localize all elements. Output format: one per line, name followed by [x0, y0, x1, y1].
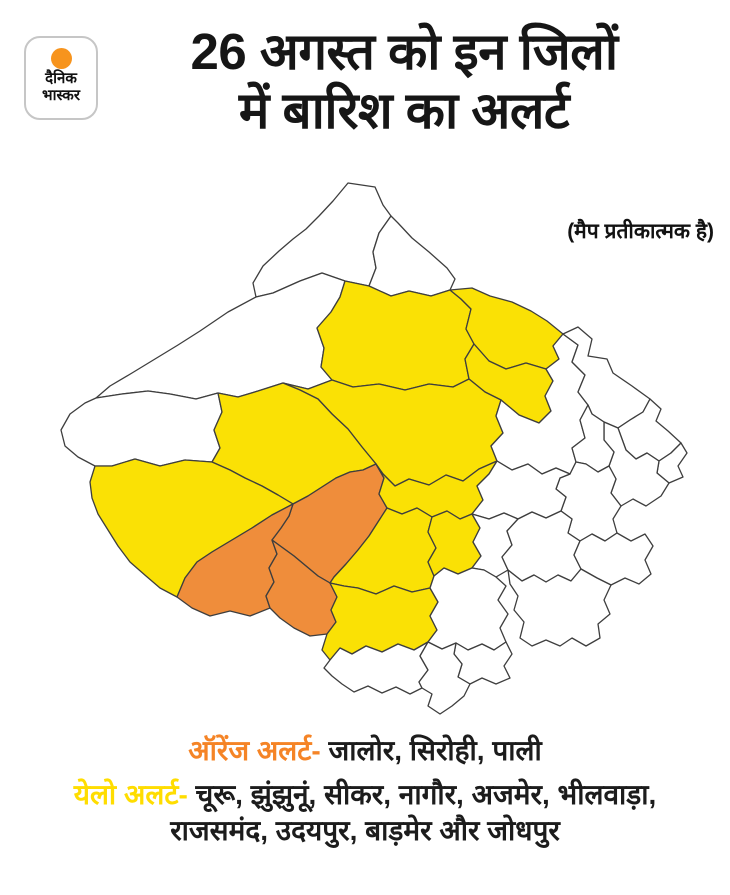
title-line2: में बारिश का अलर्ट	[238, 82, 570, 140]
legend-orange-line	[0, 731, 730, 769]
district-dungarpur	[324, 642, 428, 694]
legend-yellow-label: येलो अलर्ट-	[73, 779, 188, 810]
district-bikaner	[96, 273, 345, 399]
legend-orange-districts: जालोर, सिरोही, पाली	[320, 735, 542, 766]
district-jhalawar	[508, 569, 611, 646]
logo-text-line2: भास्कर	[42, 86, 80, 104]
legend-orange-label: ऑरेंज अलर्ट-	[188, 735, 321, 766]
legend	[0, 731, 730, 850]
legend-yellow-line	[49, 777, 681, 850]
district-chittorgarh	[428, 568, 508, 650]
title-line1: 26 अगस्त को इन जिलों	[190, 23, 618, 80]
map-note: (मैप प्रतीकात्मक है)	[567, 220, 714, 243]
district-pratapgarh	[454, 642, 512, 684]
district-hanumangarh	[369, 216, 455, 296]
district-jaisalmer	[61, 391, 222, 466]
district-churu	[317, 281, 474, 390]
logo-text-line1: दैनिक	[45, 70, 77, 87]
legend-yellow-districts: चूरू, झुंझुनूं, सीकर, नागौर, अजमेर, भीलवाड़ा, राजसमंद, उदयपुर, बाड़मेर और जोधपुर	[170, 779, 657, 847]
